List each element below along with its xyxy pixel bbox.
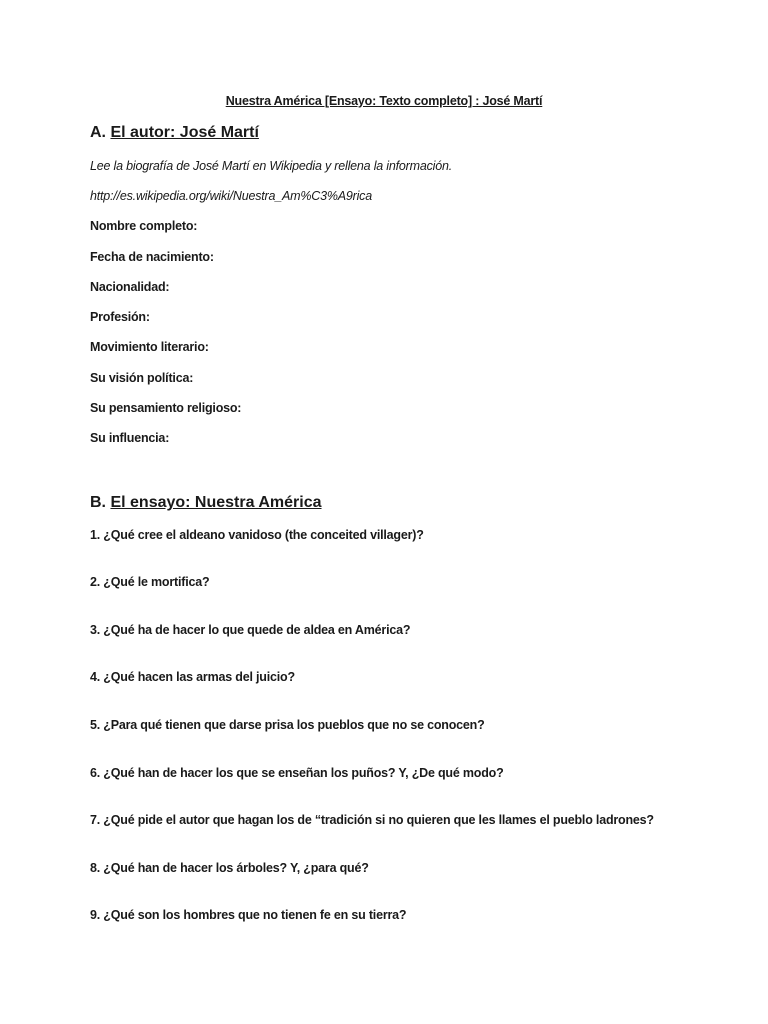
- section-b-heading: [90, 494, 322, 512]
- section-a-prefix: A.: [90, 124, 111, 141]
- field-religious-thought: Su pensamiento religioso:: [90, 401, 242, 415]
- question-9: 9. ¿Qué son los hombres que no tienen fe en su tierra?: [90, 908, 407, 922]
- section-a-instruction: Lee la biografía de José Martí en Wikipedia y rellena la información.: [90, 159, 452, 173]
- question-7: 7. ¿Qué pide el autor que hagan los de “tradición si no quieren que les llames el pueblo ladrones?: [90, 813, 654, 827]
- question-5: 5. ¿Para qué tienen que darse prisa los pueblos que no se conocen?: [90, 718, 485, 732]
- field-influence: Su influencia:: [90, 431, 170, 445]
- question-6: 6. ¿Qué han de hacer los que se enseñan los puños? Y, ¿De qué modo?: [90, 766, 504, 780]
- wikipedia-link[interactable]: http://es.wikipedia.org/wiki/Nuestra_Am%C3%A9rica: [90, 189, 372, 203]
- question-8: 8. ¿Qué han de hacer los árboles? Y, ¿para qué?: [90, 861, 369, 875]
- question-2: 2. ¿Qué le mortifica?: [90, 575, 210, 589]
- document-title: Nuestra América [Ensayo: Texto completo] : José Martí: [225, 94, 543, 108]
- field-literary-movement: Movimiento literario:: [90, 340, 209, 354]
- field-full-name: Nombre completo:: [90, 219, 198, 233]
- section-a-heading: [90, 124, 259, 142]
- field-political-vision: Su visión política:: [90, 371, 194, 385]
- field-birth-date: Fecha de nacimiento:: [90, 250, 214, 264]
- question-4: 4. ¿Qué hacen las armas del juicio?: [90, 670, 295, 684]
- section-a-heading-text: El autor: José Martí: [110, 124, 259, 141]
- section-b-heading-text: El ensayo: Nuestra América: [110, 494, 322, 511]
- question-1: 1. ¿Qué cree el aldeano vanidoso (the conceited villager)?: [90, 528, 424, 542]
- field-nationality: Nacionalidad:: [90, 280, 170, 294]
- section-b-prefix: B.: [90, 494, 111, 511]
- question-3: 3. ¿Qué ha de hacer lo que quede de aldea en América?: [90, 623, 411, 637]
- field-profession: Profesión:: [90, 310, 150, 324]
